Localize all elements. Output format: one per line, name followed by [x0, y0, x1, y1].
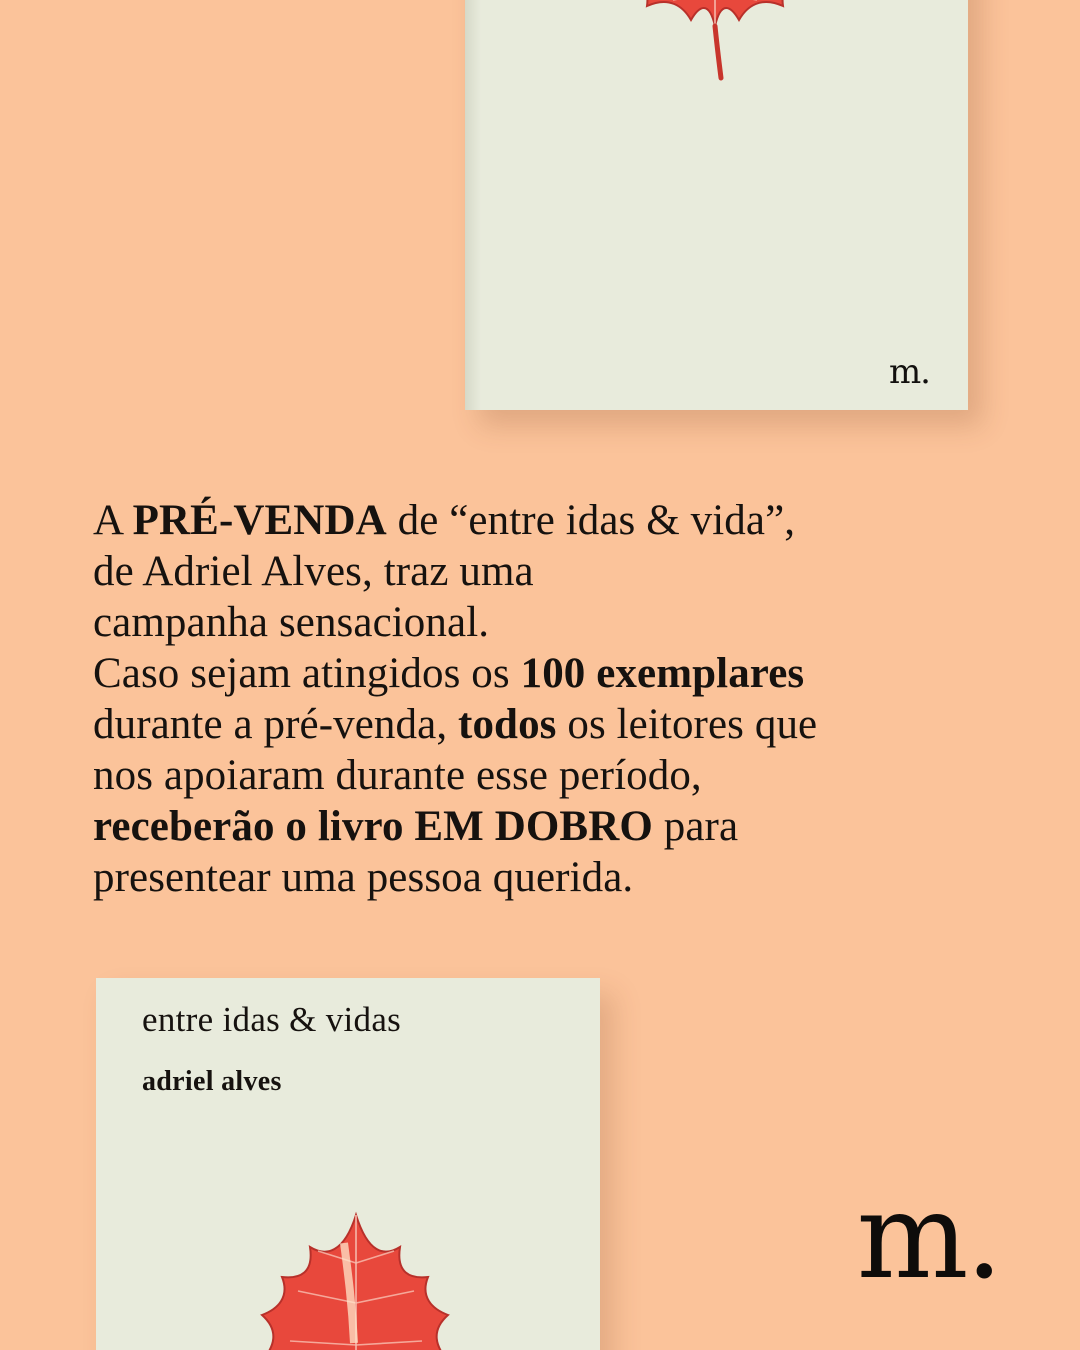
leaf-illustration-icon [226, 1203, 486, 1350]
copy-text: Caso sejam atingidos os [93, 650, 521, 697]
copy-line-3: campanha sensacional. [93, 599, 490, 646]
copy-line-6: nos apoiaram durante esse período, [93, 752, 702, 799]
book-title: entre idas & vidas [142, 1000, 402, 1039]
copy-line-2: de Adriel Alves, traz uma [93, 548, 534, 595]
copy-emphasis: PRÉ-VENDA [132, 497, 387, 544]
copy-emphasis: todos [458, 701, 557, 748]
copy-text: os leitores que [556, 701, 818, 748]
copy-line-8: presentear uma pessoa querida. [93, 854, 634, 901]
book-cover-bottom [96, 978, 600, 1350]
imprint-mark: m. [888, 352, 930, 392]
copy-text: durante a pré-venda, [93, 701, 459, 748]
copy-line-7 [93, 801, 993, 852]
copy-text: de “entre idas & vida”, [386, 497, 796, 544]
book-author: adriel alves [142, 1066, 282, 1097]
copy-emphasis: receberão o livro EM DOBRO [93, 803, 653, 850]
copy-line-4 [93, 648, 993, 699]
copy-line-1 [93, 495, 993, 546]
book-spine [465, 0, 481, 410]
publisher-logo: m. [856, 1167, 1000, 1305]
copy-emphasis: 100 exemplares [520, 650, 805, 697]
copy-line-5 [93, 699, 993, 750]
copy-text: A [93, 497, 133, 544]
leaf-illustration-icon [585, 0, 845, 90]
campaign-description [93, 495, 993, 903]
copy-text: para [652, 803, 739, 850]
book-cover-top [465, 0, 968, 410]
